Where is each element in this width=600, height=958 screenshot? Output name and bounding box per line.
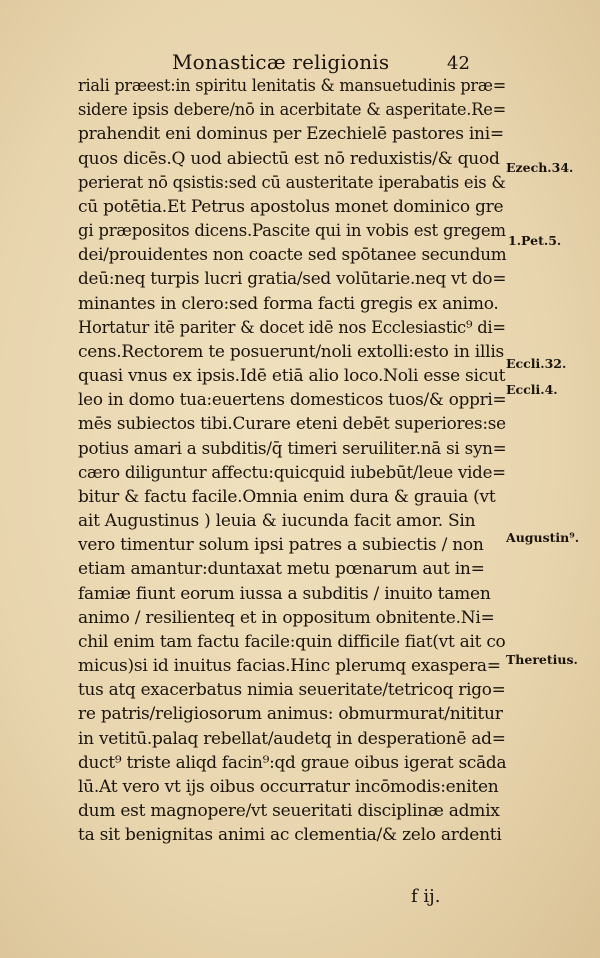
margin-note-pet: 1.Pet.5.: [508, 233, 562, 248]
text-line: gi præpositos dicens.Pascite qui in vobis est gregem: [78, 221, 506, 242]
text-line: perierat nō qsistis:sed cū austeritate iperabatis eis &: [78, 172, 506, 193]
folio-number: 42: [447, 53, 470, 74]
text-line: tus atq exacerbatus nimia seueritate/tetricoq rigo=: [78, 680, 506, 701]
text-line: in vetitū.palaq rebellat/audetq in desperationē ad=: [78, 728, 506, 749]
text-line: riali præest:in spiritu lenitatis & mansuetudinis præ=: [78, 76, 506, 96]
text-line: dum est magnopere/vt seueritati disciplinæ admix: [78, 801, 500, 822]
margin-note-eccli4: Eccli.4.: [506, 382, 558, 397]
text-line: etiam amantur:duntaxat metu pœnarum aut in=: [78, 559, 485, 580]
signature-mark: f ij.: [411, 886, 441, 907]
margin-note-ezech: Ezech.34.: [506, 160, 574, 175]
text-line: cæro diliguntur affectu:quicquid iubebūt/leue vide=: [78, 462, 506, 483]
text-line: quasi vnus ex ipsis.Idē etiā alio loco.Noli esse sicut: [78, 366, 506, 387]
text-line: sidere ipsis debere/nō in acerbitate & asperitate.Re=: [78, 100, 506, 121]
text-line: vero timentur solum ipsi patres a subiectis / non: [78, 535, 484, 556]
text-line: Hortatur itē pariter & docet idē nos Ecclesiastic⁹ di=: [78, 317, 506, 338]
text-line: ta sit benignitas animi ac clementia/& zelo ardenti: [78, 825, 502, 846]
text-line: lū.At vero vt ijs oibus occurratur incōmodis:eniten: [78, 776, 499, 797]
text-line: bitur & factu facile.Omnia enim dura & grauia (vt: [78, 486, 496, 507]
text-line: prahendit eni dominus per Ezechielē pastores ini=: [78, 124, 504, 145]
text-line: famiæ fiunt eorum iussa a subditis / inuito tamen: [78, 583, 491, 604]
text-line: micus)si id inuitus facias.Hinc plerumq exaspera=: [78, 656, 501, 677]
text-line: cū potētia.Et Petrus apostolus monet dominico gre: [78, 196, 504, 217]
text-line: potius amari a subditis/q̄ timeri seruiliter.nā si syn=: [78, 438, 507, 459]
text-line: leo in domo tua:euertens domesticos tuos/& oppri=: [78, 390, 507, 411]
body-text: [78, 74, 506, 848]
margin-note-augustin: Augustin⁹.: [506, 530, 580, 545]
text-line: deū:neq turpis lucri gratia/sed volūtarie.neq vt do=: [78, 269, 507, 290]
text-line: duct⁹ triste aliqd facin⁹:qd graue oibus igerat scāda: [78, 752, 507, 773]
text-line: animo / resilienteq et in oppositum obnitente.Ni=: [78, 607, 495, 628]
text-line: re patris/religiosorum animus: obmurmurat/nititur: [78, 704, 503, 725]
text-line: ait Augustinus ) leuia & iucunda facit amor. Sin: [78, 511, 476, 532]
running-head: Monasticæ religionis: [172, 50, 390, 74]
margin-note-eccli32: Eccli.32.: [506, 356, 567, 371]
text-line: chil enim tam factu facile:quin difficile fiat(vt ait co: [78, 631, 506, 652]
text-line: cens.Rectorem te posuerunt/noli extolli:esto in illis: [78, 341, 505, 362]
text-line: minantes in clero:sed forma facti gregis ex animo.: [78, 293, 499, 314]
margin-note-theretius: Theretius.: [506, 652, 578, 667]
text-line: dei/prouidentes non coacte sed spōtanee secundum: [78, 245, 507, 266]
text-line: quos dicēs.Q uod abiectū est nō reduxistis/& quod: [78, 148, 500, 169]
text-line: mēs subiectos tibi.Curare eteni debēt superiores:se: [78, 414, 506, 435]
